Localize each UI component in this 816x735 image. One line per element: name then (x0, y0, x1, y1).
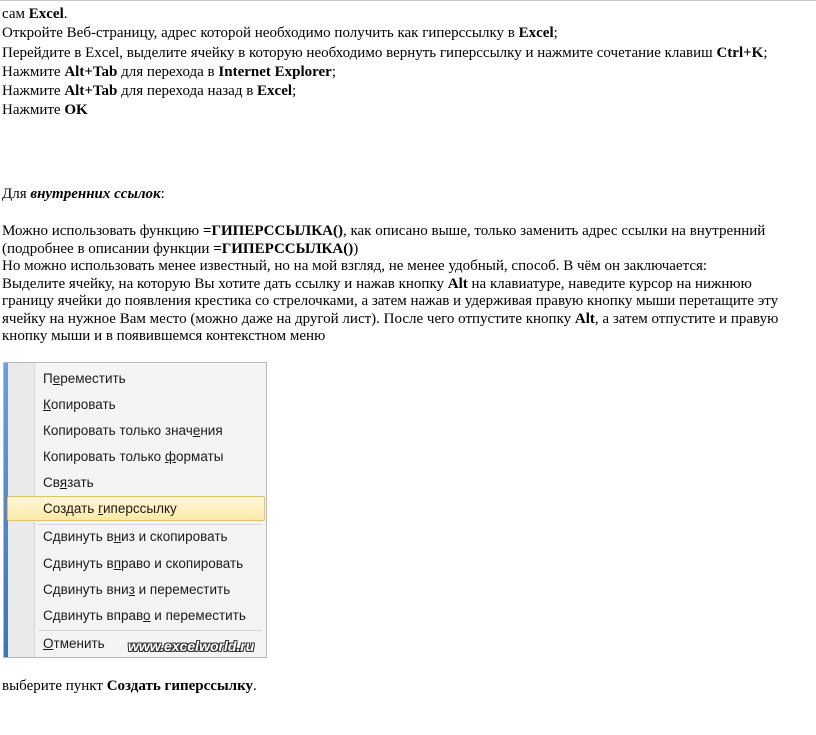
menu-item-copy-values[interactable]: Копировать только значения (43, 423, 223, 438)
context-menu (3, 362, 267, 658)
para-1a: Можно использовать функцию =ГИПЕРССЫЛКА(), как описано выше, только заменить адрес ссылки на внутренний (2, 223, 766, 239)
menu-item-copy[interactable]: Копировать (43, 397, 116, 412)
doc-line-3: Перейдите в Excel, выделите ячейку в которую необходимо вернуть гиперссылку и нажмите сочетание клавиш Ctrl+K; (2, 45, 768, 61)
menu-item-shift-down-copy[interactable]: Сдвинуть вниз и скопировать (43, 529, 228, 544)
para-1b: (подробнее в описании функции =ГИПЕРССЫЛКА()) (2, 241, 359, 257)
doc-line-1: сам Excel. (2, 6, 68, 22)
menu-item-create-hyperlink[interactable]: Создать гиперссылку (43, 501, 177, 516)
internal-links-heading: Для внутренних ссылок: (2, 186, 165, 202)
menu-item-cancel[interactable]: Отменить (43, 636, 105, 651)
top-divider (0, 0, 816, 1)
doc-line-6: Нажмите OK (2, 102, 88, 118)
menu-item-move[interactable]: Переместить (43, 371, 126, 386)
para-3d: кнопку мыши и в появившемся контекстном меню (2, 328, 326, 344)
doc-line-2: Откройте Веб-страницу, адрес которой необходимо получить как гиперссылку в Excel; (2, 25, 558, 41)
doc-line-5: Нажмите Alt+Tab для перехода назад в Excel; (2, 83, 297, 99)
para-3b: границу ячейки до появления крестика со стрелочками, а затем нажав и удерживая правую кнопку мыши перетащите эту (2, 293, 779, 309)
menu-separator (38, 524, 262, 525)
menu-item-shift-down-move[interactable]: Сдвинуть вниз и переместить (43, 582, 231, 597)
menu-item-link[interactable]: Связать (43, 475, 94, 490)
watermark-text: www.excelworld.ru (128, 638, 255, 654)
menu-item-shift-right-move[interactable]: Сдвинуть вправо и переместить (43, 608, 246, 623)
menu-item-shift-right-copy[interactable]: Сдвинуть вправо и скопировать (43, 556, 244, 571)
final-instruction: выберите пункт Создать гиперссылку. (2, 678, 257, 694)
menu-separator (38, 630, 262, 631)
para-3c: ячейку на нужное Вам место (можно даже на другой лист). После чего отпустите кнопку Alt, а затем отпустите и правую (2, 311, 779, 327)
para-2: Но можно использовать менее известный, но на мой взгляд, не менее удобный, способ. В чём он заключается: (2, 258, 708, 274)
doc-line-4: Нажмите Alt+Tab для перехода в Internet Explorer; (2, 64, 337, 80)
para-3a: Выделите ячейку, на которую Вы хотите дать ссылку и нажав кнопку Alt на клавиатуре, наведите курсор на нижнюю (2, 276, 752, 292)
menu-item-copy-formats[interactable]: Копировать только форматы (43, 449, 224, 464)
